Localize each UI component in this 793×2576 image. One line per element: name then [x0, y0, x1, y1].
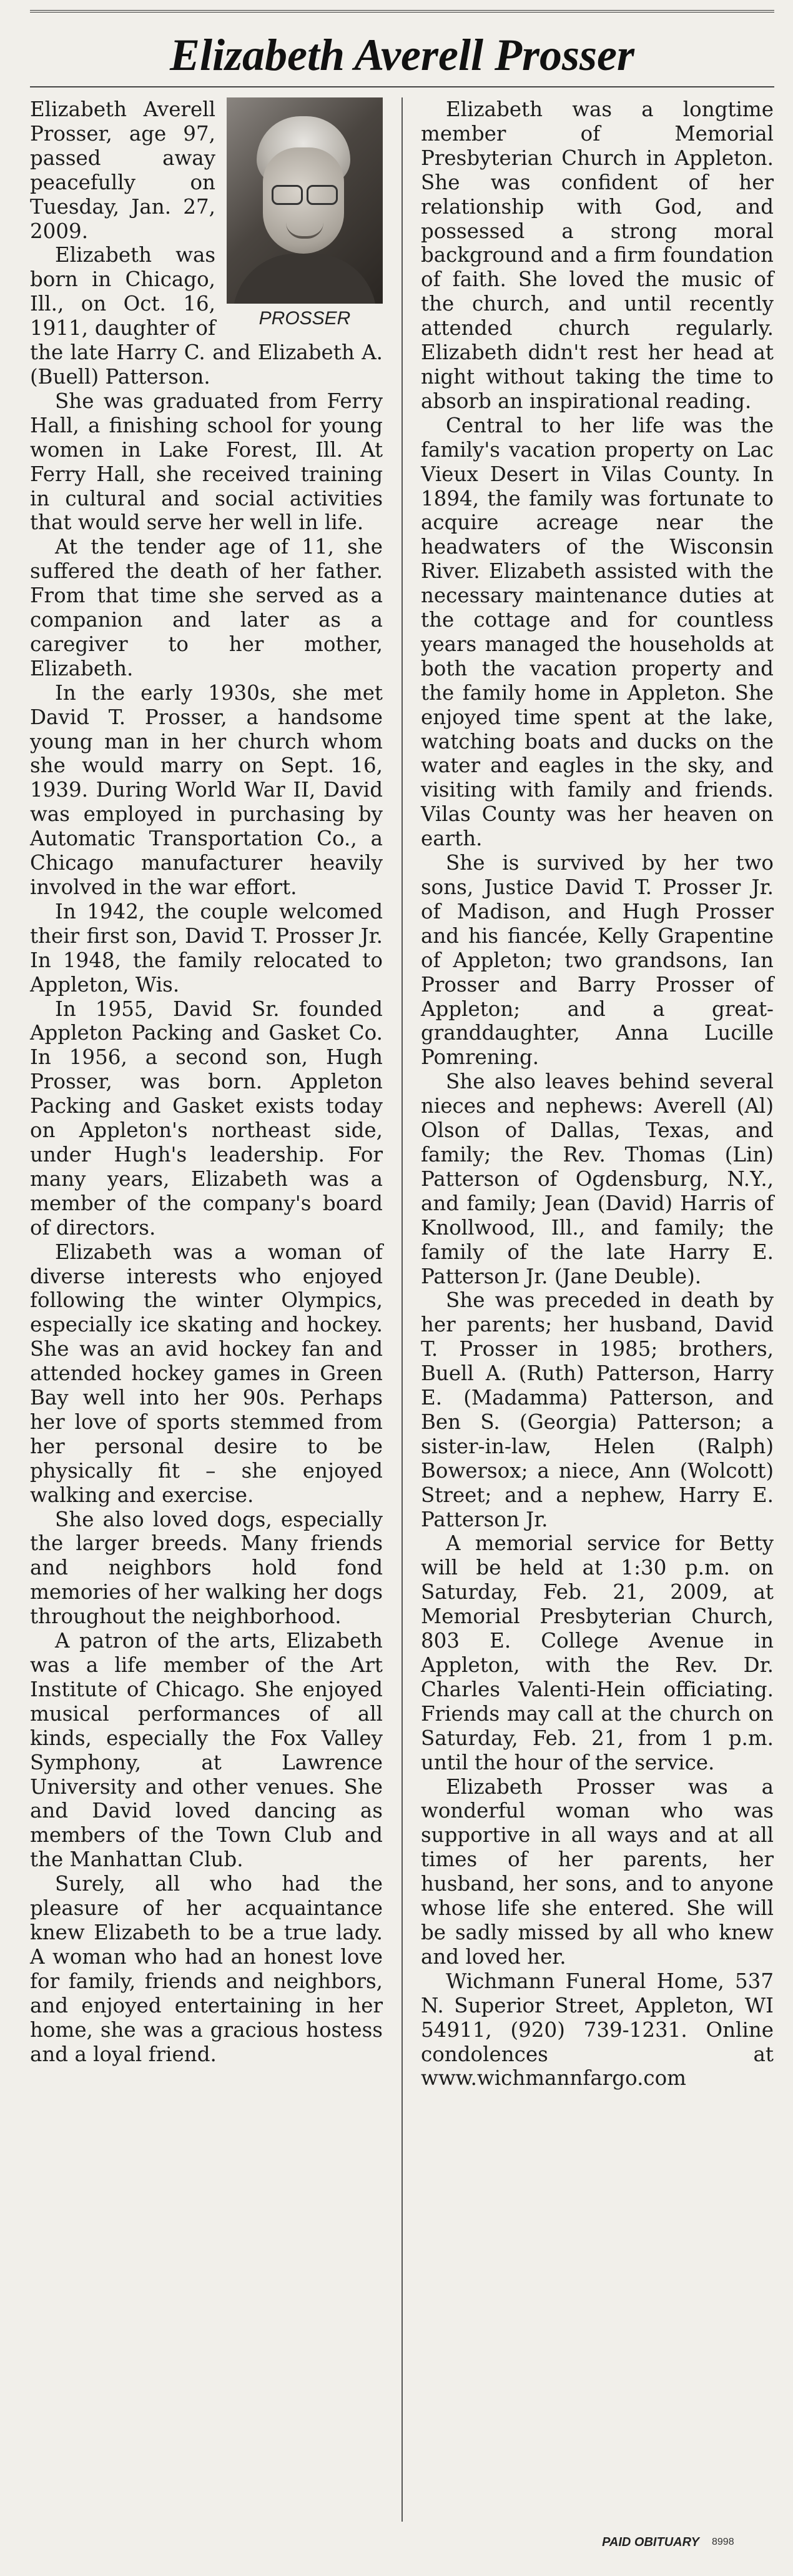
paragraph: Elizabeth Averell Prosser, age 97, passed away peacefully on Tuesday, Jan. 27, 2009. [30, 97, 215, 243]
left-column [30, 97, 383, 2066]
paragraph: In 1955, David Sr. founded Appleton Packing and Gasket Co. In 1956, a second son, Hugh Prosser, was born. Appleton Packing and Gasket exists today on Appleton's northeast side, under Hugh's leadership. For many years, Elizabeth was a member of the company's board of directors. [30, 997, 383, 1240]
obituary-title: Elizabeth Averell Prosser [170, 30, 634, 80]
photo-caption: PROSSER [259, 308, 351, 329]
paragraph: In the early 1930s, she met David T. Prosser, a handsome young man in her church whom she would marry on Sept. 16, 1939. During World War II, David was employed in purchasing by Automatic Transportation Co., a Chicago manufacturer heavily involved in the war effort. [30, 680, 383, 899]
paragraph: She also loved dogs, especially the larger breeds. Many friends and neighbors hold fond memories of her walking her dogs throughout the neighborhood. [30, 1507, 383, 1629]
paid-obituary-label: PAID OBITUARY [602, 2535, 699, 2549]
paragraph: Elizabeth was born in Chicago, Ill., on Oct. 16, 1911, daughter of the late Harry C. and Elizabeth A. (Buell) Patterson. [30, 243, 383, 389]
paragraph: A patron of the arts, Elizabeth was a life member of the Art Institute of Chicago. She enjoyed musical performances of all kinds, especially the Fox Valley Symphony, at Lawrence University and other venues. She and David loved dancing as members of the Town Club and the Manhattan Club. [30, 1629, 383, 1872]
paragraph: A memorial service for Betty will be held at 1:30 p.m. on Saturday, Feb. 21, 2009, at Memorial Presbyterian Church, 803 E. College Avenue in Appleton, with the Rev. Dr. Charles Valenti-Hein officiating. Friends may call at the church on Saturday, Feb. 21, from 1 p.m. until the hour of the service. [421, 1531, 774, 1774]
ad-code: 8998 [712, 2537, 734, 2547]
paragraph: She was graduated from Ferry Hall, a finishing school for young women in Lake Forest, Ill. At Ferry Hall, she received training in cultural and social activities that would serve her well in life. [30, 389, 383, 535]
paragraph: At the tender age of 11, she suffered the death of her father. From that time she served as a companion and later as a caregiver to her mother, Elizabeth. [30, 535, 383, 680]
paragraph: Elizabeth was a woman of diverse interests who enjoyed following the winter Olympics, especially ice skating and hockey. She was an avid hockey fan and attended hockey games in Green Bay well into her 90s. Perhaps her love of sports stemmed from her personal desire to be physically fit – she enjoyed walking and exercise. [30, 1240, 383, 1507]
paragraph: She also leaves behind several nieces and nephews: Averell (Al) Olson of Dallas, Texas, and family; the Rev. Thomas (Lin) Patterson of Ogdensburg, N.Y., and family; Jean (David) Harris of Knollwood, Ill., and family; the family of the late Harry E. Patterson Jr. (Jane Deuble). [421, 1070, 774, 1288]
title-rule [30, 86, 774, 87]
portrait-figure [227, 97, 383, 331]
right-column [421, 97, 774, 2091]
paragraph: Surely, all who had the pleasure of her acquaintance knew Elizabeth to be a true lady. A woman who had an honest love for family, friends and neighbors, and enjoyed entertaining in her home, she was a gracious hostess and a loyal friend. [30, 1872, 383, 2066]
paragraph: She is survived by her two sons, Justice David T. Prosser Jr. of Madison, and Hugh Prosser and his fiancée, Kelly Grapentine of Appleton; two grandsons, Ian Prosser and Barry Prosser of Appleton; and a great-granddaughter, Anna Lucille Pomrening. [421, 851, 774, 1070]
paragraph: She was preceded in death by her parents; her husband, David T. Prosser in 1985; brothers, Buell A. (Ruth) Patterson, Harry E. (Madamma) Patterson, and Ben S. (Georgia) Patterson; a sister-in-law, Helen (Ralph) Bowersox; a niece, Ann (Wolcott) Street; and a nephew, Harry E. Patterson Jr. [421, 1288, 774, 1531]
paragraph: Elizabeth was a longtime member of Memorial Presbyterian Church in Appleton. She was confident of her relationship with God, and possessed a strong moral background and a firm foundation of faith. She loved the music of the church, and until recently attended church regularly. Elizabeth didn't rest her head at night without taking the time to absorb an inspirational reading. [421, 97, 774, 413]
paragraph: In 1942, the couple welcomed their first son, David T. Prosser Jr. In 1948, the family relocated to Appleton, Wis. [30, 899, 383, 997]
paragraph: Central to her life was the family's vacation property on Lac Vieux Desert in Vilas County. In 1894, the family was fortunate to acquire acreage near the headwaters of the Wisconsin River. Elizabeth assisted with the necessary maintenance duties at the cottage and for countless years managed the households at both the vacation property and the family home in Appleton. She enjoyed time spent at the lake, watching boats and ducks on the water and eagles in the sky, and visiting with family and friends. Vilas County was her heaven on earth. [421, 413, 774, 851]
top-rule [30, 10, 774, 12]
portrait-photo [227, 97, 383, 304]
paragraph: Elizabeth Prosser was a wonderful woman who was supportive in all ways and at all times of her parents, her husband, her sons, and to anyone whose life she entered. She will be sadly missed by all who knew and loved her. [421, 1774, 774, 1969]
funeral-home-paragraph: Wichmann Funeral Home, 537 N. Superior Street, Appleton, WI 54911, (920) 739-1231. Online condolences at www.wichmannfargo.com [421, 1969, 774, 2091]
column-divider [401, 97, 403, 2522]
